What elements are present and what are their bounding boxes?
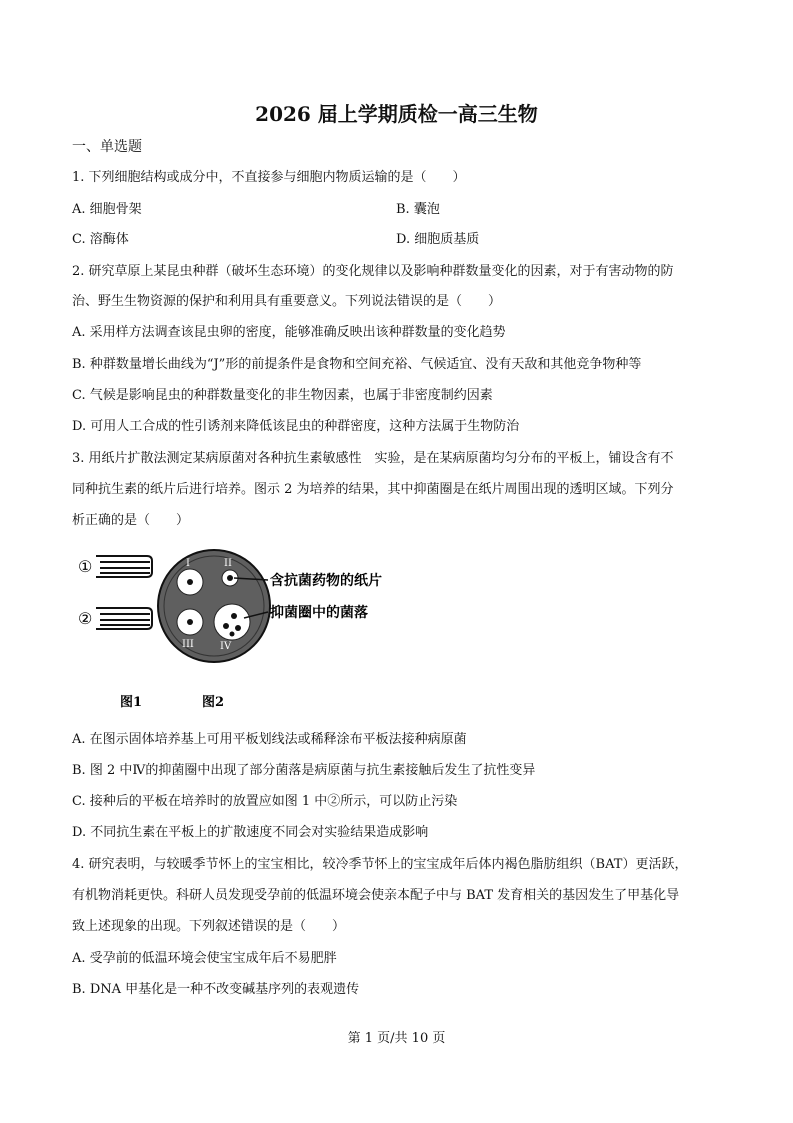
colony xyxy=(230,632,235,637)
section-heading: 一、单选题 xyxy=(72,139,142,155)
q3-stem-line3: 析正确的是（ ） xyxy=(72,513,190,528)
roman-4: IV xyxy=(220,641,232,652)
q2-option-a: A. 采用样方法调查该昆虫卵的密度，能够准确反映出该种群数量的变化趋势 xyxy=(72,325,506,340)
q1-option-b: B. 囊泡 xyxy=(396,202,440,217)
q3-stem-line2: 同种抗生素的纸片后进行培养。图示 2 为培养的结果，其中抑菌圈是在纸片周围出现的透明区域。下列分 xyxy=(72,482,674,497)
q2-stem-line1: 2. 研究草原上某昆虫种群（破坏生态环境）的变化规律以及影响种群数量变化的因素，对于有害动物的防 xyxy=(72,264,674,279)
roman-3: III xyxy=(182,639,194,650)
q4-option-b: B. DNA 甲基化是一种不改变碱基序列的表观遗传 xyxy=(72,982,360,997)
q1-stem: 1. 下列细胞结构或成分中，不直接参与细胞内物质运输的是（ ） xyxy=(72,170,466,185)
fig1-caption: 图1 xyxy=(120,695,143,710)
q3-option-a: A. 在图示固体培养基上可用平板划线法或稀释涂布平板法接种病原菌 xyxy=(72,732,467,747)
roman-1: I xyxy=(186,558,190,569)
q2-stem-line2: 治、野生生物资源的保护和利用具有重要意义。下列说法错误的是（ ） xyxy=(72,294,502,309)
antibiotic-disc-1 xyxy=(187,579,193,585)
q4-stem-line2: 有机物消耗更快。科研人员发现受孕前的低温环境会使亲本配子中与 BAT 发育相关的基因发生了甲基化导 xyxy=(72,888,680,903)
q3-figure xyxy=(72,546,402,720)
q3-option-d: D. 不同抗生素在平板上的扩散速度不同会对实验结果造成影响 xyxy=(72,825,429,840)
q4-option-a: A. 受孕前的低温环境会使宝宝成年后不易肥胖 xyxy=(72,951,337,966)
culture-figure xyxy=(72,546,402,716)
q1-option-c: C. 溶酶体 xyxy=(72,232,129,247)
page-title: 2026 届上学期质检一高三生物 xyxy=(255,102,538,126)
antibiotic-disc-3 xyxy=(187,619,193,625)
roman-2: II xyxy=(224,558,232,569)
q1-option-d: D. 细胞质基质 xyxy=(396,232,480,247)
q4-stem-line1: 4. 研究表明，与较暖季节怀上的宝宝相比，较冷季节怀上的宝宝成年后体内褐色脂肪组织（BAT）更活跃， xyxy=(72,857,688,872)
mark-1: ① xyxy=(78,557,93,576)
q4-stem-line3: 致上述现象的出现。下列叙述错误的是（ ） xyxy=(72,919,346,934)
colony xyxy=(231,613,237,619)
q2-option-c: C. 气候是影响昆虫的种群数量变化的非生物因素，也属于非密度制约因素 xyxy=(72,388,493,403)
q3-option-c: C. 接种后的平板在培养时的放置应如图 1 中②所示，可以防止污染 xyxy=(72,794,458,809)
q3-option-b: B. 图 2 中Ⅳ的抑菌圈中出现了部分菌落是病原菌与抗生素接触后发生了抗性变异 xyxy=(72,763,536,778)
colony xyxy=(235,625,241,631)
colony xyxy=(223,623,229,629)
label-antibiotic-paper: 含抗菌药物的纸片 xyxy=(270,573,382,589)
antibiotic-disc-2 xyxy=(227,575,233,581)
q2-option-d: D. 可用人工合成的性引诱剂来降低该昆虫的种群密度，这种方法属于生物防治 xyxy=(72,419,520,434)
plate-orientation-1 xyxy=(96,556,152,577)
page-footer: 第 1 页/共 10 页 xyxy=(347,1031,446,1046)
fig2-caption: 图2 xyxy=(202,695,225,710)
label-colony: 抑菌圈中的菌落 xyxy=(270,605,368,621)
q3-stem-line1: 3. 用纸片扩散法测定某病原菌对各种抗生素敏感性 实验，是在某病原菌均匀分布的平板上，铺设含有不 xyxy=(72,451,674,466)
q2-option-b: B. 种群数量增长曲线为“J”形的前提条件是食物和空间充裕、气候适宜、没有天敌和其他竞争物种等 xyxy=(72,357,642,372)
q1-option-a: A. 细胞骨架 xyxy=(72,202,142,217)
plate-orientation-2 xyxy=(96,608,152,629)
petri-dish xyxy=(158,550,270,662)
mark-2: ② xyxy=(78,609,93,628)
